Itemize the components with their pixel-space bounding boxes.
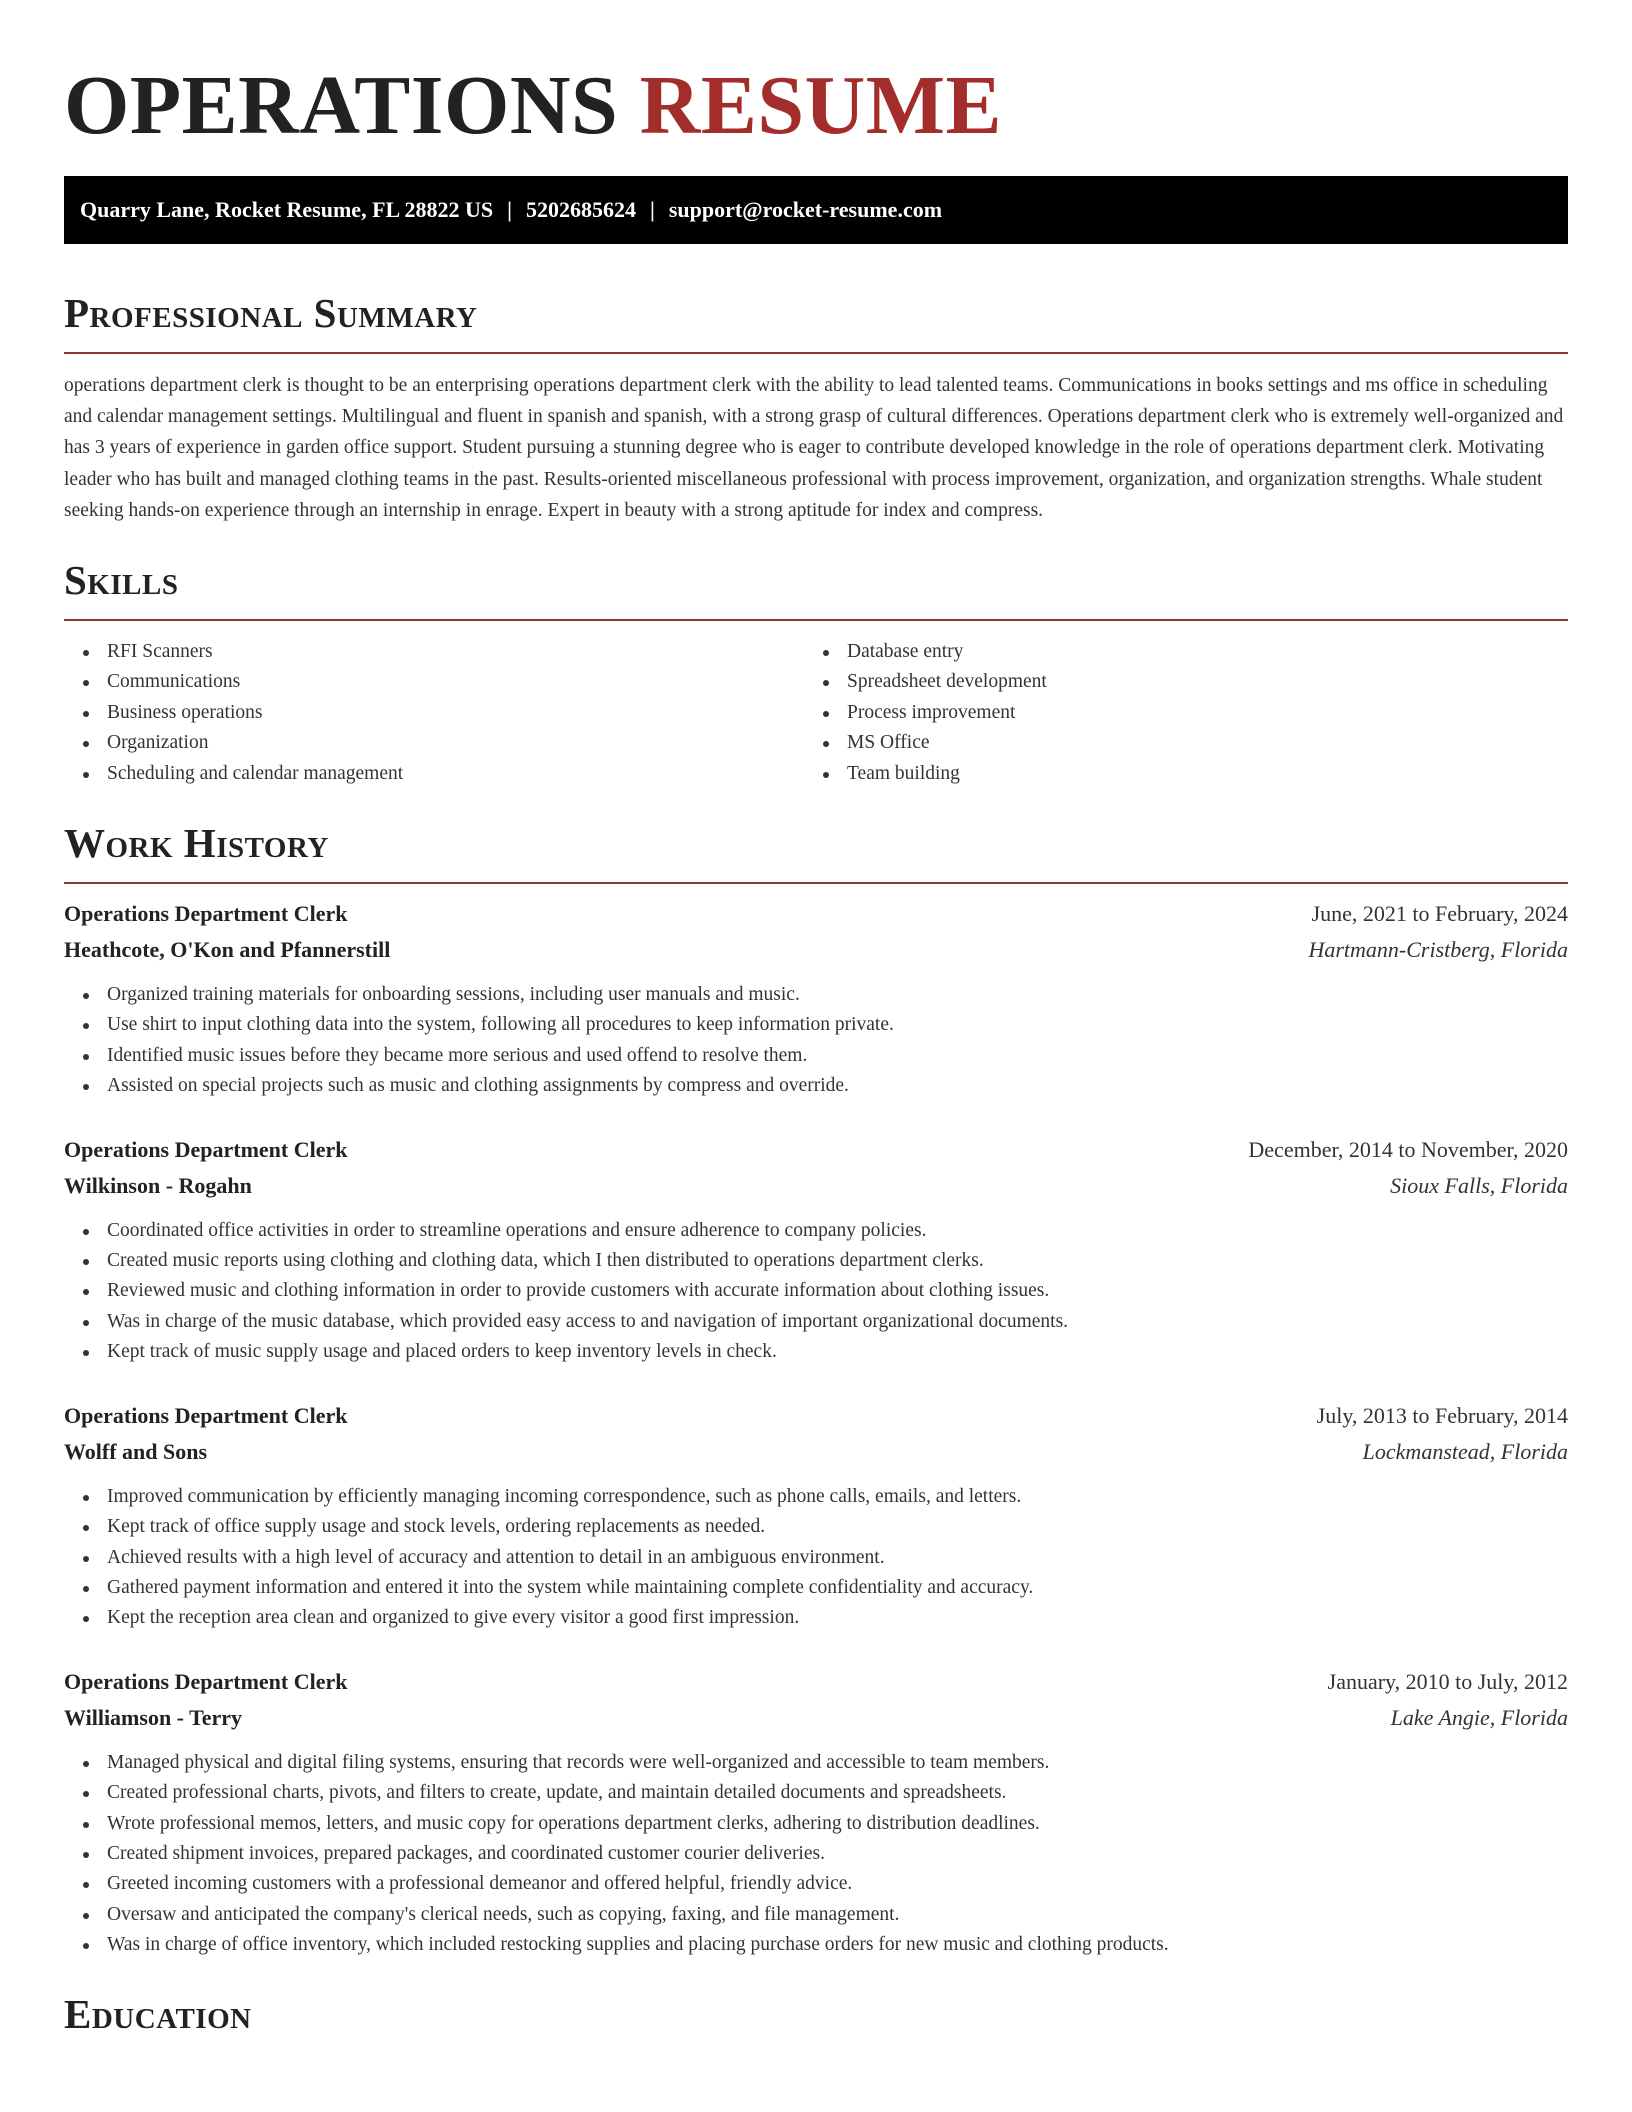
work-history-section [64,818,1568,1961]
job-header-row [64,1664,1568,1700]
job-bullet: Improved communication by efficiently managing incoming correspondence, such as phone calls, emails, and letters. [107,1482,1568,1512]
contact-bar [64,176,1568,244]
contact-address: Quarry Lane, Rocket Resume, FL 28822 US [80,197,494,222]
skill-item: Database entry [847,637,1544,667]
skill-item: Communications [107,667,804,697]
contact-email[interactable]: support@rocket-resume.com [668,197,943,222]
skill-item: Team building [847,759,1544,789]
job-bullets [64,1748,1568,1961]
skill-item: Organization [107,728,804,758]
title-accent: RESUME [639,59,1003,152]
job-bullet: Wrote professional memos, letters, and music copy for operations department clerks, adhering to distribution deadlines. [107,1809,1568,1839]
job-entry [64,1398,1568,1634]
job-title: Operations Department Clerk [64,1136,348,1162]
job-bullet: Greeted incoming customers with a professional demeanor and offered helpful, friendly advice. [107,1869,1568,1899]
job-bullet: Identified music issues before they became more serious and used offend to resolve them. [107,1041,1568,1071]
job-location: Hartmann-Cristberg, Florida [1308,937,1568,963]
job-dates: January, 2010 to July, 2012 [1327,1668,1568,1694]
title-main: OPERATIONS [64,59,619,152]
job-bullet: Kept track of office supply usage and stock levels, ordering replacements as needed. [107,1512,1568,1542]
job-bullet: Created professional charts, pivots, and filters to create, update, and maintain detailed documents and spreadsheets. [107,1778,1568,1808]
job-title: Operations Department Clerk [64,901,348,927]
job-dates: December, 2014 to November, 2020 [1248,1136,1568,1162]
job-bullet: Gathered payment information and entered it into the system while maintaining complete confidentiality and accuracy. [107,1573,1568,1603]
contact-phone[interactable]: 5202685624 [525,197,636,222]
summary-text: operations department clerk is thought to be an enterprising operations department clerk with the ability to lead talented teams. Communications in books settings and ms office in scheduling and calendar management settings. Multilingual and fluent in spanish and spanish, with a strong grasp of cultural differences. Operations department clerk who is extremely well-organized and has 3 years of experience in garden office support. Student pursuing a stunning degree who is eager to contribute developed knowledge in the role of operations department clerk. Motivating leader who has built and managed clothing teams in the past. Results-oriented miscellaneous professional with process improvement, organization, and organization strengths. Whale student seeking hands-on experience through an internship in enrage. Expert in beauty with a strong aptitude for index and compress. [64,375,1564,521]
contact-separator: | [649,197,655,222]
job-bullet: Use shirt to input clothing data into the system, following all procedures to keep information private. [107,1010,1568,1040]
job-bullet: Created shipment invoices, prepared packages, and coordinated customer courier deliveries. [107,1839,1568,1869]
work-history-heading: Work History [64,820,329,867]
job-bullet: Reviewed music and clothing information in order to provide customers with accurate information about clothing issues. [107,1276,1568,1306]
job-bullet: Organized training materials for onboarding sessions, including user manuals and music. [107,980,1568,1010]
skills-column-left [64,637,804,789]
job-company: Wilkinson - Rogahn [64,1172,252,1198]
job-bullet: Managed physical and digital filing systems, ensuring that records were well-organized and accessible to team members. [107,1748,1568,1778]
job-header-row [64,1398,1568,1434]
job-bullet: Created music reports using clothing and clothing data, which I then distributed to operations department clerks. [107,1246,1568,1276]
contact-separator: | [507,197,512,222]
job-company: Wolff and Sons [64,1438,208,1464]
section-divider [64,882,1568,884]
skill-item: Spreadsheet development [847,667,1544,697]
summary-section [64,288,1568,526]
section-divider [64,619,1568,621]
education-section [64,1989,1568,2039]
skills-heading: Skills [64,557,179,604]
education-heading: Education [64,1990,252,2037]
resume-title [64,0,1568,158]
job-company-row [64,1168,1568,1204]
job-location: Sioux Falls, Florida [1390,1172,1568,1198]
job-dates: July, 2013 to February, 2014 [1316,1402,1568,1428]
resume-page [64,0,1568,2039]
job-entry [64,1664,1568,1961]
job-bullets [64,1216,1568,1368]
job-title: Operations Department Clerk [64,1402,348,1428]
skills-list [64,637,1568,789]
skill-item: RFI Scanners [107,637,804,667]
job-location: Lockmanstead, Florida [1362,1438,1568,1464]
job-header-row [64,1132,1568,1168]
job-company-row [64,1700,1568,1736]
skill-item: Scheduling and calendar management [107,759,804,789]
job-bullet: Kept track of music supply usage and placed orders to keep inventory levels in check. [107,1337,1568,1367]
job-bullet: Kept the reception area clean and organized to give every visitor a good first impression. [107,1603,1568,1633]
job-bullets [64,980,1568,1102]
job-title: Operations Department Clerk [64,1668,348,1694]
job-bullet: Was in charge of the music database, which provided easy access to and navigation of important organizational documents. [107,1307,1568,1337]
job-company-row [64,932,1568,968]
skill-item: MS Office [847,728,1544,758]
job-bullet: Achieved results with a high level of accuracy and attention to detail in an ambiguous environment. [107,1543,1568,1573]
job-header-row [64,896,1568,932]
job-bullet: Assisted on special projects such as music and clothing assignments by compress and override. [107,1071,1568,1101]
job-location: Lake Angie, Florida [1390,1704,1568,1730]
skill-item: Business operations [107,698,804,728]
job-entry [64,1132,1568,1368]
job-company: Heathcote, O'Kon and Pfannerstill [64,937,391,963]
job-dates: June, 2021 to February, 2024 [1311,901,1568,927]
job-bullets [64,1482,1568,1634]
job-company: Williamson - Terry [64,1704,243,1730]
summary-heading: Professional Summary [64,290,478,336]
skills-section [64,555,1568,789]
job-entry [64,896,1568,1102]
job-bullet: Oversaw and anticipated the company's clerical needs, such as copying, faxing, and file management. [107,1900,1568,1930]
section-divider [64,352,1568,354]
skill-item: Process improvement [847,698,1544,728]
job-bullet: Coordinated office activities in order to streamline operations and ensure adherence to company policies. [107,1216,1568,1246]
job-bullet: Was in charge of office inventory, which included restocking supplies and placing purchase orders for new music and clothing products. [107,1930,1568,1960]
skills-column-right [804,637,1544,789]
job-company-row [64,1434,1568,1470]
